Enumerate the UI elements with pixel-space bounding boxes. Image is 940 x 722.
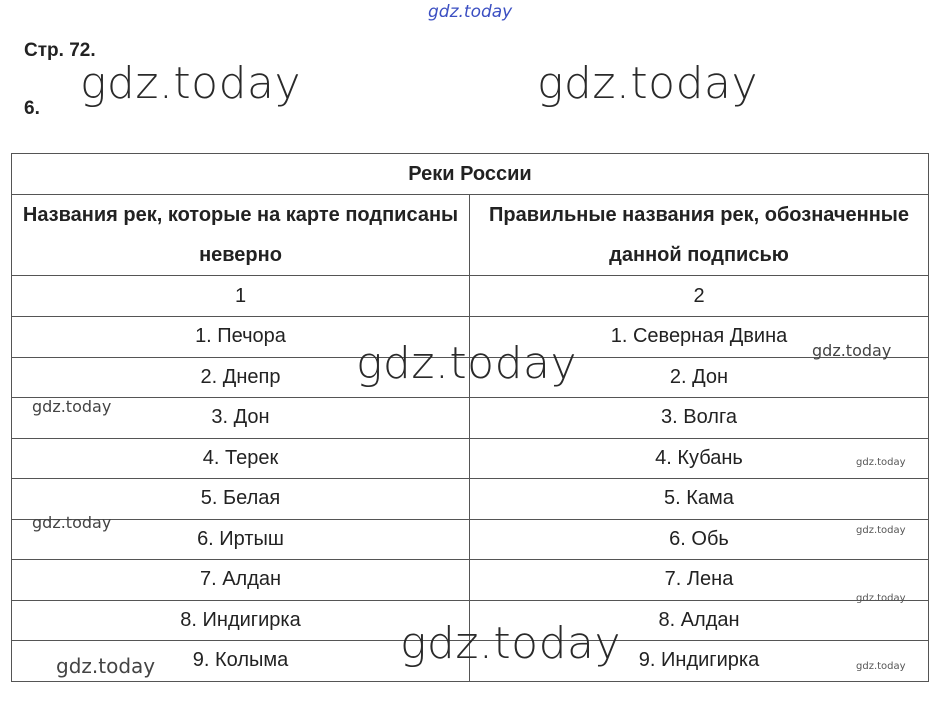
table-row <box>12 357 929 398</box>
task-number: 6. <box>24 98 40 119</box>
watermark: gdz.today <box>400 618 622 669</box>
column-header-wrong-names: Названия рек, которые на карте подписаны неверно <box>12 195 470 276</box>
correct-name-cell: 6. Обь <box>470 519 929 560</box>
table-row <box>12 479 929 520</box>
wrong-name-cell: 3. Дон <box>12 398 470 439</box>
watermark: gdz.today <box>856 661 906 672</box>
wrong-name-cell: 2. Днепр <box>12 357 470 398</box>
column-header-correct-names: Правильные названия рек, обозначенные данной подписью <box>470 195 929 276</box>
watermark: gdz.today <box>428 2 513 22</box>
watermark: gdz.today <box>356 338 578 389</box>
watermark: gdz.today <box>537 58 759 109</box>
watermark: gdz.today <box>80 58 302 109</box>
correct-name-cell: 1. Северная Двина <box>470 317 929 358</box>
table-row <box>12 317 929 358</box>
table-caption: Реки России <box>12 154 929 195</box>
watermark: gdz.today <box>32 513 112 532</box>
table-row <box>12 519 929 560</box>
watermark: gdz.today <box>32 397 112 416</box>
wrong-name-cell: 1. Печора <box>12 317 470 358</box>
wrong-name-cell: 4. Терек <box>12 438 470 479</box>
correct-name-cell: 4. Кубань <box>470 438 929 479</box>
watermark: gdz.today <box>856 593 906 604</box>
table-row <box>12 438 929 479</box>
table-header-row <box>12 195 929 276</box>
column-number: 2 <box>470 276 929 317</box>
watermark: gdz.today <box>856 457 906 468</box>
correct-name-cell: 8. Алдан <box>470 600 929 641</box>
rivers-table <box>11 153 929 682</box>
wrong-name-cell: 8. Индигирка <box>12 600 470 641</box>
wrong-name-cell: 9. Колыма <box>12 641 470 682</box>
wrong-name-cell: 5. Белая <box>12 479 470 520</box>
wrong-name-cell: 7. Алдан <box>12 560 470 601</box>
correct-name-cell: 5. Кама <box>470 479 929 520</box>
watermark: gdz.today <box>56 654 156 678</box>
table-row <box>12 398 929 439</box>
table-row <box>12 600 929 641</box>
wrong-name-cell: 6. Иртыш <box>12 519 470 560</box>
column-number-row <box>12 276 929 317</box>
correct-name-cell: 2. Дон <box>470 357 929 398</box>
correct-name-cell: 9. Индигирка <box>470 641 929 682</box>
table-row <box>12 641 929 682</box>
correct-name-cell: 7. Лена <box>470 560 929 601</box>
table-caption-row <box>12 154 929 195</box>
page-ref: Стр. 72. <box>24 40 96 61</box>
column-number: 1 <box>12 276 470 317</box>
watermark: gdz.today <box>856 525 906 536</box>
watermark: gdz.today <box>812 341 892 360</box>
table-row <box>12 560 929 601</box>
correct-name-cell: 3. Волга <box>470 398 929 439</box>
